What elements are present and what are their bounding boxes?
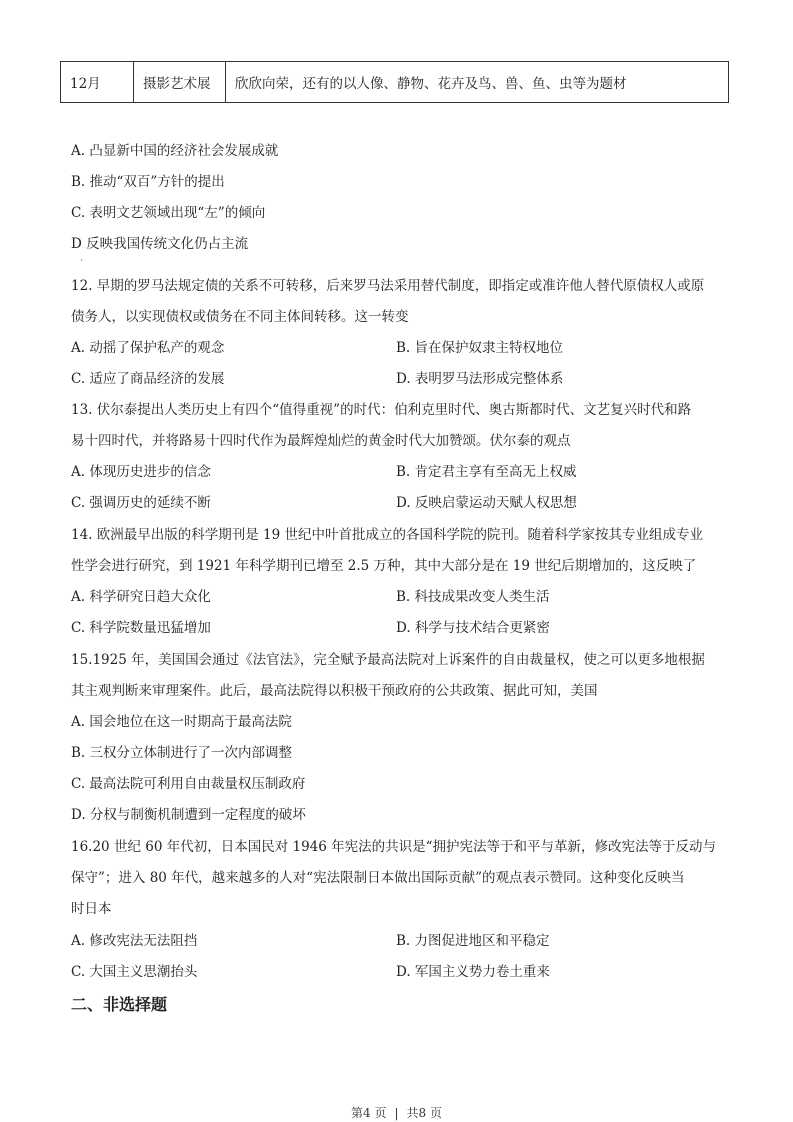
q12-option-b: B. 旨在保护奴隶主特权地位 <box>396 340 564 356</box>
q13-option-b: B. 肯定君主享有至高无上权威 <box>396 464 577 480</box>
q13-stem-line2: 易十四时代，并将路易十四时代作为最辉煌灿烂的黄金时代大加赞颂。伏尔泰的观点 <box>71 433 571 449</box>
q12-option-d: D. 表明罗马法形成完整体系 <box>396 371 564 387</box>
q11-option-d: D 反映我国传统文化仍占主流 <box>71 236 249 252</box>
page-number-current: 第4 页 <box>351 1106 387 1120</box>
q15-option-d: D. 分权与制衡机制遭到一定程度的破坏 <box>71 807 306 823</box>
q16-option-b: B. 力图促进地区和平稳定 <box>396 933 550 949</box>
footer-separator: | <box>394 1106 399 1120</box>
q14-option-d: D. 科学与技术结合更紧密 <box>396 620 550 636</box>
q14-stem-line2: 性学会进行研究，到 1921 年科学期刊已增至 2.5 万种，其中大部分是在 19 世纪后期增加的，这反映了 <box>71 558 697 574</box>
q15-option-b: B. 三权分立体制进行了一次内部调整 <box>71 745 293 761</box>
q11-option-b: B. 推动“双百”方针的提出 <box>71 174 225 190</box>
q11-option-a: A. 凸显新中国的经济社会发展成就 <box>71 143 279 159</box>
table-cell-month: 12月 <box>61 62 134 103</box>
q16-option-a: A. 修改宪法无法阻挡 <box>71 933 198 949</box>
q15-stem-line2: 其主观判断来审理案件。此后，最高法院得以积极干预政府的公共政策、据此可知，美国 <box>71 683 598 699</box>
q16-stem-line2: 保守”；进入 80 年代，越来越多的人对“宪法限制日本做出国际贡献”的观点表示赞同。这种变化反映当 <box>71 870 685 886</box>
q12-stem-line1: 12. 早期的罗马法规定债的关系不可转移，后来罗马法采用替代制度，即指定或准许他人替代原债权人或原 <box>71 278 705 294</box>
table-cell-description: 欣欣向荣，还有的以人像、静物、花卉及鸟、兽、鱼、虫等为题材 <box>226 62 729 103</box>
q15-option-a: A. 国会地位在这一时期高于最高法院 <box>71 714 292 730</box>
exhibition-table <box>60 61 729 103</box>
table-cell-exhibition: 摄影艺术展 <box>134 62 226 103</box>
q14-option-a: A. 科学研究日趋大众化 <box>71 589 211 605</box>
q15-stem-line1: 15.1925 年，美国国会通过《法官法》，完全赋予最高法院对上诉案件的自由裁量权，使之可以更多地根据 <box>71 652 705 668</box>
table-row <box>61 62 729 103</box>
q11-option-c: C. 表明文艺领域出现“左”的倾向 <box>71 205 266 221</box>
section-title: 二、非选择题 <box>71 995 168 1014</box>
stray-dot: · <box>80 256 83 265</box>
q12-option-a: A. 动摇了保护私产的观念 <box>71 340 225 356</box>
page-number-total: 共8 页 <box>406 1106 442 1120</box>
q13-option-a: A. 体现历史进步的信念 <box>71 464 211 480</box>
q12-option-c: C. 适应了商品经济的发展 <box>71 371 225 387</box>
q15-option-c: C. 最高法院可利用自由裁量权压制政府 <box>71 776 306 792</box>
q12-stem-line2: 债务人，以实现债权或债务在不同主体间转移。这一转变 <box>71 309 409 325</box>
q14-option-c: C. 科学院数量迅猛增加 <box>71 620 211 636</box>
q16-stem-line1: 16.20 世纪 60 年代初，日本国民对 1946 年宪法的共识是“拥护宪法等于和平与革新，修改宪法等于反动与 <box>71 839 717 855</box>
q16-option-c: C. 大国主义思潮抬头 <box>71 964 198 980</box>
q14-stem-line1: 14. 欧洲最早出版的科学期刊是 19 世纪中叶首批成立的各国科学院的院刊。随着科学家按其专业组成专业 <box>71 527 704 543</box>
q16-stem-line3: 时日本 <box>71 901 112 917</box>
q13-option-c: C. 强调历史的延续不断 <box>71 495 211 511</box>
page-footer <box>0 1104 793 1121</box>
q14-option-b: B. 科技成果改变人类生活 <box>396 589 550 605</box>
q13-option-d: D. 反映启蒙运动天赋人权思想 <box>396 495 577 511</box>
q13-stem-line1: 13. 伏尔泰提出人类历史上有四个“值得重视”的时代：伯利克里时代、奥古斯都时代、文艺复兴时代和路 <box>71 402 692 418</box>
q16-option-d: D. 军国主义势力卷土重来 <box>396 964 550 980</box>
